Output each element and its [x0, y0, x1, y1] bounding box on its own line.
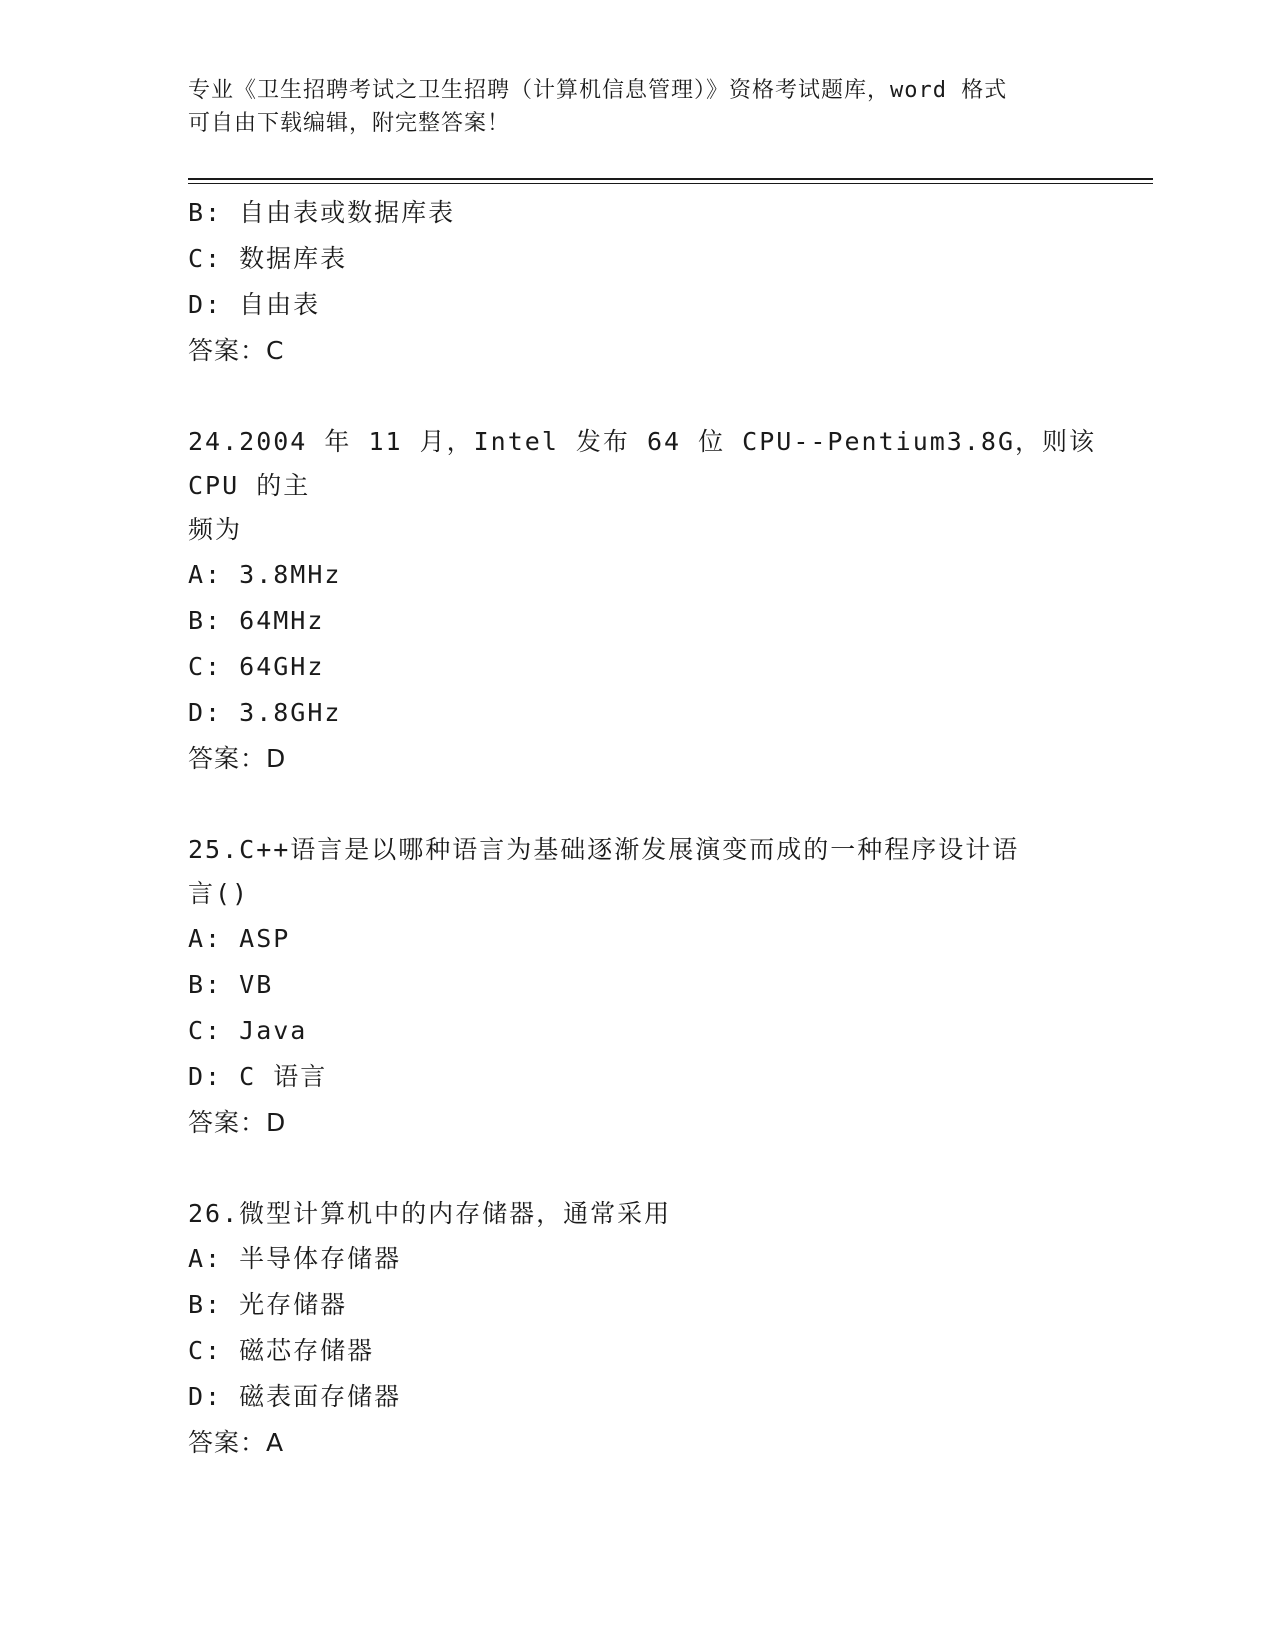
q23-option-b: B: 自由表或数据库表 [188, 198, 456, 227]
q26-option-b: B: 光存储器 [188, 1290, 348, 1319]
question-26 [188, 1192, 1108, 1466]
spacer [188, 1146, 1108, 1192]
q25-option-a: A: ASP [188, 924, 291, 953]
q24-stem-line-1: 24.2004 年 11 月，Intel 发布 64 位 CPU--Pentium3.8G，则该 CPU 的主 [188, 427, 1097, 500]
q26-option-d: D: 磁表面存储器 [188, 1382, 402, 1411]
question-24 [188, 420, 1108, 782]
q25-option-b: B: VB [188, 970, 274, 999]
q24-answer: 答案：D [188, 744, 287, 773]
q24-stem-line-2: 频为 [188, 515, 243, 544]
header-divider-thick [188, 178, 1153, 180]
q24-option-b: B: 64MHz [188, 606, 325, 635]
q25-option-d: D: C 语言 [188, 1062, 328, 1091]
q26-option-a: A: 半导体存储器 [188, 1244, 402, 1273]
q24-option-a: A: 3.8MHz [188, 560, 342, 589]
q25-stem-line-1: 25.C++语言是以哪种语言为基础逐渐发展演变而成的一种程序设计语 [188, 835, 1020, 864]
question-list [188, 190, 1108, 1466]
question-25 [188, 828, 1108, 1146]
question-23 [188, 190, 1108, 374]
document-header [188, 74, 1088, 140]
spacer [188, 374, 1108, 420]
q25-answer: 答案：D [188, 1108, 287, 1137]
q25-stem-line-2: 言() [188, 879, 250, 908]
q26-option-c: C: 磁芯存储器 [188, 1336, 375, 1365]
q24-option-c: C: 64GHz [188, 652, 325, 681]
q26-stem-line-1: 26.微型计算机中的内存储器，通常采用 [188, 1199, 672, 1228]
q23-option-d: D: 自由表 [188, 290, 321, 319]
spacer [188, 782, 1108, 828]
q23-answer: 答案：C [188, 336, 285, 365]
q26-answer: 答案：A [188, 1428, 285, 1457]
header-line-2: 可自由下载编辑，附完整答案！ [188, 111, 511, 136]
header-line-1: 专业《卫生招聘考试之卫生招聘（计算机信息管理）》资格考试题库，word 格式 [188, 78, 1008, 103]
q24-option-d: D: 3.8GHz [188, 698, 342, 727]
header-divider-thin [188, 183, 1153, 184]
q23-option-c: C: 数据库表 [188, 244, 348, 273]
q25-option-c: C: Java [188, 1016, 308, 1045]
